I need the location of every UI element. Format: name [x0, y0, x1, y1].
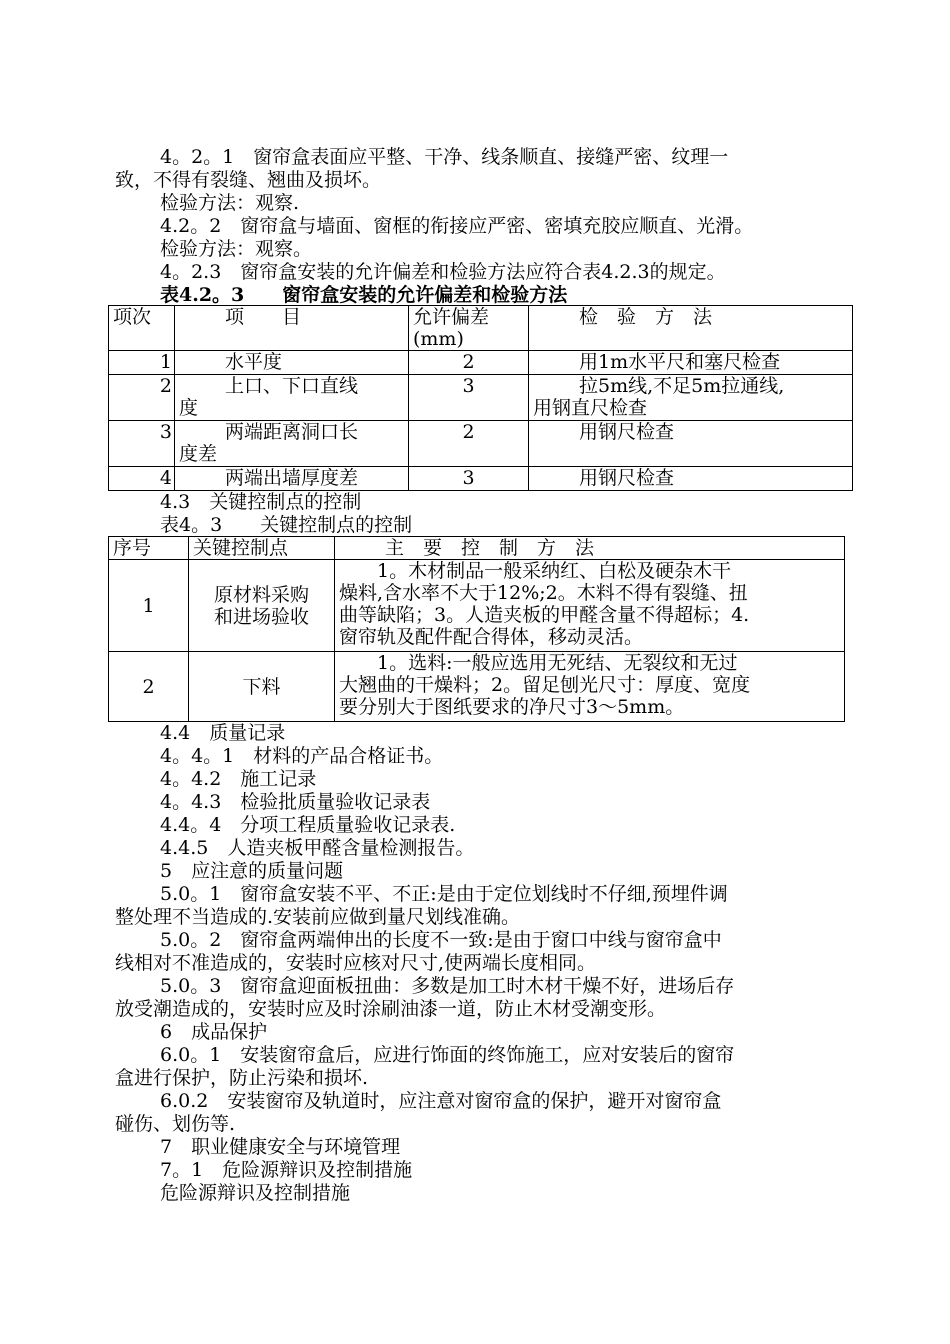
table-4-2-3-title: 表4.2。3 窗帘盒安装的允许偏差和检验方法 — [160, 284, 568, 306]
method-line: 大翘曲的干燥料；2。留足刨光尺寸：厚度、宽度 — [339, 674, 751, 696]
method-line: 曲等缺陷；3。人造夹板的甲醛含量不得超标；4. — [339, 604, 750, 626]
row-control-point-line1: 下料 — [242, 675, 281, 698]
key-control-table — [108, 536, 845, 722]
table-4-3-title: 表4。3 关键控制点的控制 — [160, 514, 413, 536]
section-6-heading: 6 成品保护 — [160, 1021, 268, 1043]
header-control-point: 关键控制点 — [189, 537, 335, 560]
row-control-point — [189, 560, 335, 652]
header-control-method: 主 要 控 制 方 法 — [335, 537, 845, 560]
row-no: 4 — [109, 467, 175, 491]
paragraph-4-2-1-line2: 致，不得有裂缝、翘曲及损坏。 — [115, 169, 382, 191]
row-control-point — [189, 652, 335, 722]
paragraph-4-2-3: 4。2.3 窗帘盒安装的允许偏差和检验方法应符合表4.2.3的规定。 — [160, 261, 726, 283]
row-method: 用钢尺检查 — [529, 421, 853, 467]
header-deviation — [409, 306, 529, 351]
row-method — [529, 375, 853, 421]
paragraph-4-2-2: 4.2。2 窗帘盒与墙面、窗框的衔接应严密、密填充胶应顺直、光滑。 — [160, 215, 754, 237]
tolerance-table — [108, 305, 853, 491]
tolerance-table-header — [109, 306, 853, 351]
row-item: 两端出墙厚度差 — [175, 467, 409, 491]
row-item-line2: 度 — [179, 397, 199, 419]
header-no: 项次 — [109, 306, 175, 351]
paragraph-4-2-1-line1: 4。2。1 窗帘盒表面应平整、干净、线条顺直、接缝严密、纹理一 — [160, 146, 729, 168]
row-no: 1 — [109, 351, 175, 375]
row-item-line1: 两端距离洞口长 — [225, 421, 359, 443]
row-control-point-line1: 原材料采购 — [213, 583, 309, 606]
header-deviation-unit: (mm) — [413, 328, 464, 350]
paragraph-5-0-1-line2: 整处理不当造成的.安装前应做到量尺划线准确。 — [115, 906, 521, 928]
paragraph-6-0-2-line2: 碰伤、划伤等. — [115, 1113, 236, 1135]
record-item: 4。4.3 检验批质量验收记录表 — [160, 791, 431, 813]
record-item: 4。4.2 施工记录 — [160, 768, 317, 790]
method-line: 1。选料:一般应选用无死结、无裂纹和无过 — [339, 652, 738, 674]
paragraph-6-0-2-line1: 6.0.2 安装窗帘及轨道时，应注意对窗帘盒的保护，避开对窗帘盒 — [160, 1090, 722, 1112]
table-row — [109, 351, 853, 375]
table-row — [109, 652, 845, 722]
record-item: 4。4。1 材料的产品合格证书。 — [160, 745, 444, 767]
row-item-line1: 上口、下口直线 — [225, 375, 359, 397]
paragraph-5-0-2-line2: 线相对不准造成的，安装时应核对尺寸,使两端长度相同。 — [115, 952, 597, 974]
paragraph-6-0-1-line2: 盒进行保护，防止污染和损坏. — [115, 1067, 369, 1089]
paragraph-5-0-3-line2: 放受潮造成的，安装时应及时涂刷油漆一道，防止木材受潮变形。 — [115, 998, 667, 1020]
row-control-method — [335, 652, 845, 722]
header-item: 项 目 — [175, 306, 409, 351]
table-row — [109, 467, 853, 491]
row-item — [175, 375, 409, 421]
header-method: 检 验 方 法 — [529, 306, 853, 351]
row-control-point-line2: 和进场验收 — [213, 605, 309, 628]
key-control-header — [109, 537, 845, 560]
record-item: 4.4.5 人造夹板甲醛含量检测报告。 — [160, 837, 475, 859]
row-deviation: 2 — [409, 421, 529, 467]
row-no: 3 — [109, 421, 175, 467]
method-line: 燥料,含水率不大于12%;2。木料不得有裂缝、扭 — [339, 582, 748, 604]
row-method: 用钢尺检查 — [529, 467, 853, 491]
record-item: 4.4。4 分项工程质量验收记录表. — [160, 814, 456, 836]
row-deviation: 3 — [409, 467, 529, 491]
row-method-line1: 拉5m线,不足5m拉通线, — [579, 375, 785, 397]
header-deviation-label: 允许偏差 — [413, 306, 490, 328]
header-no: 序号 — [109, 537, 189, 560]
inspection-method-1: 检验方法：观察. — [160, 192, 300, 214]
row-no: 2 — [109, 652, 189, 722]
row-item — [175, 421, 409, 467]
row-method: 用1m水平尺和塞尺检查 — [529, 351, 853, 375]
row-item: 水平度 — [175, 351, 409, 375]
method-line: 窗帘轨及配件配合得体，移动灵活。 — [339, 626, 644, 648]
table-row — [109, 375, 853, 421]
section-4-4-heading: 4.4 质量记录 — [160, 722, 286, 744]
paragraph-5-0-3-line1: 5.0。3 窗帘盒迎面板扭曲：多数是加工时木材干燥不好，进场后存 — [160, 975, 735, 997]
table-row — [109, 560, 845, 652]
row-control-method — [335, 560, 845, 652]
section-7-heading: 7 职业健康安全与环境管理 — [160, 1136, 401, 1158]
method-line: 要分别大于图纸要求的净尺寸3～5mm。 — [339, 696, 685, 718]
row-no: 1 — [109, 560, 189, 652]
inspection-method-2: 检验方法：观察。 — [160, 238, 313, 260]
row-deviation: 3 — [409, 375, 529, 421]
row-deviation: 2 — [409, 351, 529, 375]
section-4-3-heading: 4.3 关键控制点的控制 — [160, 491, 362, 513]
row-item-line2: 度差 — [179, 443, 218, 465]
row-method-line2: 用钢直尺检查 — [533, 397, 648, 419]
row-no: 2 — [109, 375, 175, 421]
table-row — [109, 421, 853, 467]
section-7-1-heading: 7。1 危险源辩识及控制措施 — [160, 1159, 413, 1181]
hazard-identification-caption: 危险源辩识及控制措施 — [160, 1182, 351, 1204]
paragraph-5-0-2-line1: 5.0。2 窗帘盒两端伸出的长度不一致:是由于窗口中线与窗帘盒中 — [160, 929, 722, 951]
method-line: 1。木材制品一般采纳红、白松及硬杂木干 — [339, 560, 732, 582]
paragraph-5-0-1-line1: 5.0。1 窗帘盒安装不平、不正:是由于定位划线时不仔细,预埋件调 — [160, 883, 728, 905]
section-5-heading: 5 应注意的质量问题 — [160, 860, 344, 882]
paragraph-6-0-1-line1: 6.0。1 安装窗帘盒后，应进行饰面的终饰施工，应对安装后的窗帘 — [160, 1044, 735, 1066]
